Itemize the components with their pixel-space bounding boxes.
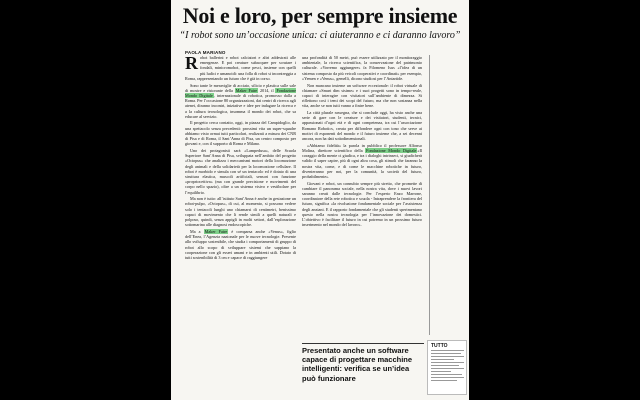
thumbnail-label: TUTTO [431,343,448,349]
article-subhead: “I robot sono un’occasione unica: ci aiuteranno e ci daranno lavoro” [179,30,461,41]
paragraph: Ma a Maker Faire è comparsa anche «Venus», figlio dell’Enea, l’Agenzia nazionale per le nuove tecnologie. Presente allo sviluppo sostenibile, che studia i comportamenti di gruppo di robot allo scopo di sviluppare sistemi che sappiano la cooperazione con gli esseri umani e in ambienti utili. Dotato di tutti sostenibilità di 3 cm e capace di raggiungere [185,229,296,261]
paragraph: Il progetto cerca contatto, oggi, in piazza del Campidoglio, da una spettacolo senza precedenti: prossimi vita un super-squadre abbiamo visto ormai tutti particolari, realizzati a misura dei CNR di Pisa e di Roma, il Sant’Anna di Pisa, un centro composto per giovani e, con il supporto di Roma e Milano. [185,120,296,147]
pull-quote: Presentato anche un software capace di progettare macchine intelligenti: verifica se un’idea può funzionare [302,343,424,383]
highlight-maker-faire-2: Maker Faire [204,229,228,234]
article-headline: Noi e loro, per sempre insieme [182,3,458,28]
paragraph: Uno dei protagonisti sarà «Lampedusa», delle Scuola Superiore Sant’Anna di Pisa, sviluppata nell’ambito del progetto «Octopus» che analizza i meccanismi motori della locomozione degli animali e della solidarietà per la locomozione cellulare. Il robot è morbido e simula con sé un tentacolo ed è dotato di una struttura elastica, muscoli artificiali, sensori con funzione «propriocettiva» (ma con grande precisione e movimenti del corpo nello spazio), oltre a un sistema visivo e vestibolare per l’equilibrio. [185,147,296,195]
page-thumbnail [427,340,467,395]
paragraph: una profondità di 50 metri, può essere utilizzato per il monitoraggio ambientale, la ricerca scientifica, la conservazione del patrimonio culturale. «Vorremo aggiungere» fa Filomeno Isus «l’idea di un sistema composto da più veicoli cooperativi e coordinati» per esempio, «Yemen e «Venus», gemelli, dicono studiosi per l’Antartide. [302,55,422,81]
paragraph: Ma non è tutto: all’istituto Sant’Anna è anche in gestazione un robot-pulpo, «Octopus», di cui, al momento, si possono vedere solo i tentacoli lunghi uno chiamarsi di centimetri, benissimo capaci di movimento che li rende simili a quelli naturali e polposo, quindi, senza appigli in molti settori, dall’esplorazione sottomarina alle diagnosi endoscopiche. [185,196,296,228]
paragraph: «Abbiamo fidelità» la parola in pubblico il professore Alfonso Molina, direttore scientifico della Fondazione Mondo Digitale«Il coraggio della mente ci giudica, e tra i dialoghi intrinseci, si giudicherà valido il saper capire, più di ogni altra cosa, gli stimoli che faranno la nostra vita, come, e di come le macchine robotiche in futuro, diventeranno per noi, per la comunità, la società del futuro, probabilmente». [302,142,422,179]
article-column-1 [185,55,296,400]
article-byline: PAOLA MARIANO [185,50,226,55]
paragraph: Giovani e robot, un connubio sempre più stretto, che promette di cambiare il panorama sociale, nella nostra vita, dove i nuovi lavori saranno creati dalle tecnologie. Per l’esperto Enzo Marrone, coordinatore della rete robotica e scuola - Intraprendere la frontiera del futuro, significa «la rivoluzione fondamentale sociale per l’assistenza degli anziani. E il rapporto fondamentale che gli studenti sperimentano questo nella nostra tecnologia per l’innovazione dei domestici. L’obiettivo è facilitare il futuro in cui potremo in un prossimo futuro inserimento nel mondo del lavoro». [302,180,422,228]
paragraph: Non mancano insieme un software eccezionale: il robot virtuale di chiamare «Smart dim sisime» e i suoi progetti sono in tempo-reale, capaci di interagire con visitatori sull’ambiente di dimezza. Si riflettono così i temi dei scopi del futuro, ma che non sostanza nella vita, anche se non tutti vanno a finire bene. [302,82,422,109]
article-column-2 [302,55,422,340]
highlight-fondazione-2: Fondazione Mondo Digitale [366,147,417,153]
highlight-maker-faire: Maker Faire [235,87,258,93]
paragraph: Robot ballerini e robot calciatori e altri addestrati alle emergenze. E poi creature subacquee per scrutare i fondali, minicromobot, come pesci, insieme con quelli più ludici e umanoidi: una folla di robot si incontreggia a Roma, rappresentando un futuro che è già in corso. [185,55,296,81]
newspaper-page [171,0,469,400]
thumbnail-text-lines [431,350,464,383]
paragraph: La città plurale rassegna, che si conclude oggi, ha visto anche una serie di gare con le creature e dei visitatori, studenti, tecnici, appassionati d’ogni età e di ogni competenza, tra cui l’associazione Romano Robotics, creata per diffondere ogni con tono che serve ai motivi di esponenti del mondo e il futuro insieme che, a sei decenni ancora, non ha dati sottodimensionali. [302,110,422,142]
sidebar-column-rule [429,55,469,335]
paragraph: Sono tante le meraviglie di acciaio, silicio e plastica sulle sale di mostre e ristorante della Maker Faire 2014, il Fondazione Mondo Digitale, internazionale di robotica, promosso dalla a Roma. Per l’occasione 80 organizzazioni, dai centri di ricerca agli atenei, diranno incontri, iniziative e idee per indagare la ricerca e a la cultura tecnologica, insomma il mondo dei robot, che sa educare al servizio. [185,82,296,119]
highlight-fondazione: Fondazione Mondo Digitale [185,87,296,98]
drop-cap: R [185,55,198,73]
